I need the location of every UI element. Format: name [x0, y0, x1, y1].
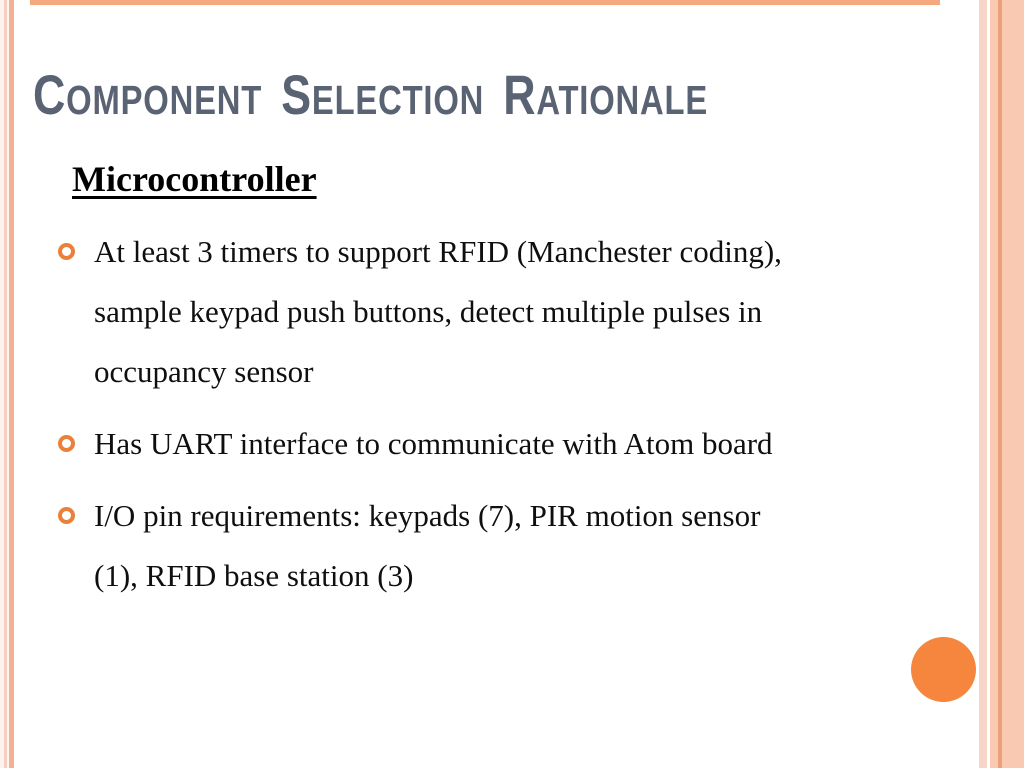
bullet-item [58, 414, 918, 474]
title-word: COMPONENT [33, 63, 263, 126]
bullet-text-line: (1), RFID base station (3) [94, 558, 414, 593]
bullet-text-line: I/O pin requirements: keypads (7), PIR motion sensor [94, 498, 761, 533]
bullet-text-line: sample keypad push buttons, detect multiple pulses in [94, 294, 763, 329]
ring-bullet-icon [58, 243, 75, 260]
title-word: SELECTION [281, 63, 485, 126]
bullet-item [58, 486, 918, 606]
right-edge-band-line [998, 0, 1002, 768]
ring-bullet-icon [58, 435, 75, 452]
bullet-text-line: occupancy sensor [94, 354, 314, 389]
right-edge-stripe-pale [979, 0, 987, 768]
left-edge-stripe-bold [9, 0, 14, 768]
orange-accent-circle [911, 637, 976, 702]
ring-bullet-icon [58, 507, 75, 524]
bullet-text-line: Has UART interface to communicate with Atom board [94, 426, 773, 461]
title-word: RATIONALE [503, 63, 709, 126]
bullet-text-line: At least 3 timers to support RFID (Manchester coding), [94, 234, 782, 269]
right-edge-band [990, 0, 1024, 768]
slide-title [33, 63, 719, 132]
bullet-list [58, 222, 918, 618]
top-accent-bar [30, 0, 940, 5]
section-heading: Microcontroller [72, 159, 317, 199]
bullet-item [58, 222, 918, 402]
